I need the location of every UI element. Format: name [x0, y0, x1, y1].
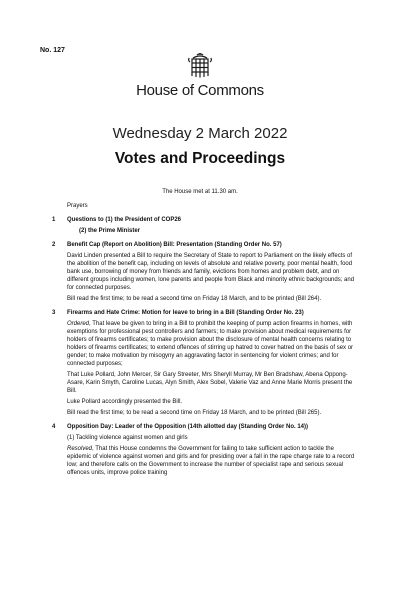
ordered-keyword: Ordered: [67, 321, 90, 327]
item-number: 4: [52, 424, 56, 430]
document-number: No. 127: [40, 47, 65, 54]
proceedings-date: Wednesday 2 March 2022: [112, 125, 288, 142]
item-heading: Firearms and Hate Crime: Motion for leave to bring in a Bill (Standing Order No. 23): [67, 310, 304, 316]
item-number: 2: [52, 242, 56, 248]
item-paragraph: That Luke Pollard, John Mercer, Sir Gary Streeter, Mrs Sheryll Murray, Mr Ben Bradshaw, Abena Oppong-Asare, Karin Smyth, Caroline Lucas, Alyn Smith, Alex Sobel, Valerie Vaz and Anne Marie Morris present the Bill.: [67, 372, 353, 394]
resolved-keyword: Resolved: [67, 446, 93, 452]
portcullis-icon: [187, 52, 213, 80]
document-title: Votes and Proceedings: [114, 150, 286, 167]
item-heading: Questions to (1) the President of COP26: [67, 217, 182, 223]
item-paragraph: David Linden presented a Bill to require the Secretary of State to report to Parliament on the likely effects of the abolition of the benefit cap, including on levels of absolute and relative poverty, poor mental health, food bank use, borrowing of money from friends and family, evictions from homes and problem debt, and on different groups including women, lone parents and people from Black and minority ethnic backgrounds; and for connected purposes.: [67, 253, 355, 291]
proceeding-item: [0, 423, 400, 477]
resolved-text: , That this House condemns the Government for failing to take sufficient action to tackle the epidemic of violence against women and girls and for presiding over a fall in the rape charge rate to a record low; and therefore calls on the Government to increase the number of specialist rape and serious sexual offences units, improve police training: [67, 446, 355, 476]
proceeding-item: [0, 241, 400, 303]
item-number: 1: [52, 217, 56, 223]
ordered-text: , That leave be given to bring in a Bill to prohibit the keeping of pump action firearms in homes, with exemptions for professional pest controllers and farmers; to make provision about medical requirements for holders of firearms certificates; to make provision about the disclosure of mental health concerns relating to holders of firearms certificates; to extend offences of stirring up hatred to cover hatred on the basis of sex or gender; to make motivation by misogyny an aggravating factor in sentencing for violent crimes; and for connected purposes;: [67, 321, 354, 367]
item-paragraph: Luke Pollard accordingly presented the Bill.: [67, 399, 183, 405]
house-name: House of Commons: [136, 82, 264, 99]
item-subheading: (2) the Prime Minister: [79, 228, 141, 234]
item-paragraph: Bill read the first time; to be read a second time on Friday 18 March, and to be printed (Bill 265).: [67, 410, 322, 416]
sitting-time: The House met at 11.30 am.: [162, 189, 238, 195]
item-paragraph: [67, 320, 359, 368]
item-heading: Benefit Cap (Report on Abolition) Bill: Presentation (Standing Order No. 57): [67, 242, 282, 248]
item-heading: Opposition Day: Leader of the Opposition (14th allotted day (Standing Order No. 14)): [67, 424, 309, 430]
proceeding-item: [0, 309, 400, 417]
item-paragraph: (1) Tackling violence against women and girls: [67, 435, 188, 441]
portcullis-logo: [0, 52, 400, 82]
proceedings-body: [0, 188, 400, 483]
item-paragraph: Bill read the first time; to be read a second time on Friday 18 March, and to be printed (Bill 264).: [67, 296, 322, 302]
item-paragraph: [67, 445, 359, 477]
proceeding-item: [0, 216, 400, 235]
item-number: 3: [52, 310, 56, 316]
prayers-label: Prayers: [67, 203, 88, 209]
